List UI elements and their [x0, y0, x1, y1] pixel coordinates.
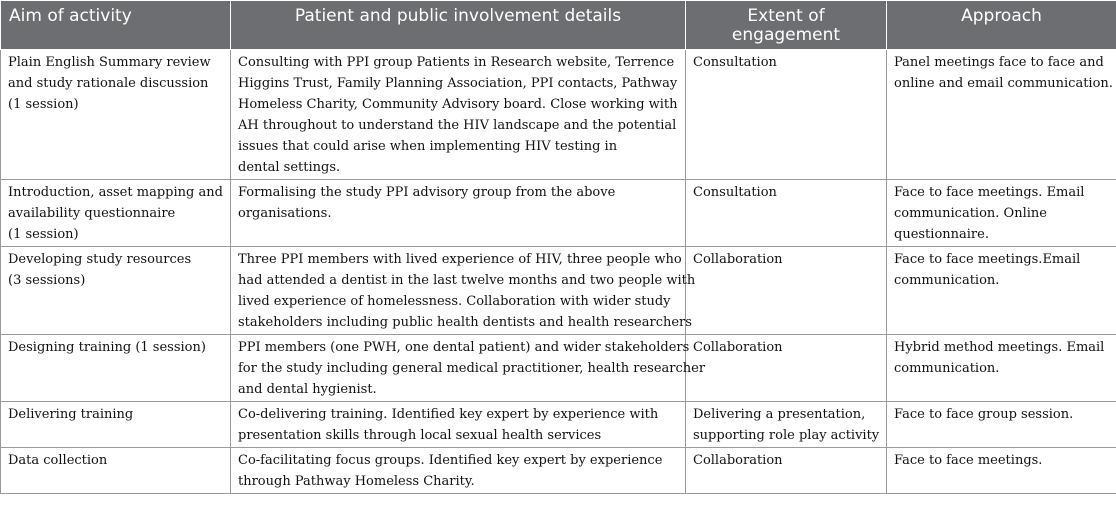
cell-details [231, 180, 686, 247]
details-text-line: issues that could arise when implementing HIV testing in [238, 139, 618, 154]
details-text-line: for the study including general medical practitioner, health researcher [238, 361, 706, 376]
aim-text-line: Introduction, asset mapping and [8, 185, 223, 200]
details-text-line: dental settings. [238, 160, 341, 175]
cell-extent [686, 180, 887, 247]
approach-text-line: Face to face meetings. [894, 453, 1043, 468]
header-approach: Approach [887, 1, 1116, 50]
table-row [1, 402, 1116, 448]
header-aim: Aim of activity [1, 1, 231, 50]
extent-text-line: Collaboration [693, 453, 783, 468]
table-row [1, 50, 1116, 180]
cell-approach [887, 247, 1116, 335]
cell-approach [887, 448, 1116, 494]
table-row [1, 335, 1116, 402]
cell-details [231, 50, 686, 180]
details-text-line: and dental hygienist. [238, 382, 377, 397]
extent-text-line: supporting role play activity [693, 428, 880, 443]
details-text-line: Co-facilitating focus groups. Identified key expert by experience [238, 453, 663, 468]
details-text-line: Higgins Trust, Family Planning Association, PPI contacts, Pathway [238, 76, 678, 91]
cell-approach [887, 180, 1116, 247]
cell-details [231, 402, 686, 448]
table-row [1, 247, 1116, 335]
table-row [1, 448, 1116, 494]
details-text-line: AH throughout to understand the HIV landscape and the potential [238, 118, 677, 133]
cell-approach [887, 335, 1116, 402]
details-text-line: had attended a dentist in the last twelve months and two people with [238, 273, 696, 288]
extent-text-line: Consultation [693, 55, 777, 70]
aim-text-line: Developing study resources [8, 252, 192, 267]
cell-extent [686, 402, 887, 448]
extent-text-line: Consultation [693, 185, 777, 200]
approach-text-line: communication. [894, 361, 1000, 376]
aim-text-line: Data collection [8, 453, 108, 468]
approach-text-line: Face to face group session. [894, 407, 1074, 422]
details-text-line: organisations. [238, 206, 332, 221]
aim-text-line: availability questionnaire [8, 206, 176, 221]
cell-aim [1, 448, 231, 494]
extent-text-line: Delivering a presentation, [693, 407, 866, 422]
details-text-line: stakeholders including public health dentists and health researchers [238, 315, 692, 330]
cell-approach [887, 402, 1116, 448]
cell-extent [686, 335, 887, 402]
aim-text-line: (3 sessions) [8, 273, 86, 288]
aim-text-line: (1 session) [8, 97, 79, 112]
extent-text-line: Collaboration [693, 340, 783, 355]
header-row [1, 1, 1116, 50]
aim-text-line: Designing training (1 session) [8, 340, 206, 355]
details-text-line: lived experience of homelessness. Collaboration with wider study [238, 294, 671, 309]
cell-details [231, 335, 706, 402]
cell-aim [1, 402, 231, 448]
details-text-line: PPI members (one PWH, one dental patient) and wider stakeholders [238, 340, 690, 355]
approach-text-line: questionnaire. [894, 227, 989, 242]
details-text-line: presentation skills through local sexual health services [238, 428, 602, 443]
cell-extent [686, 448, 887, 494]
approach-text-line: Face to face meetings.Email [894, 252, 1081, 267]
header-extent [686, 1, 887, 50]
cell-details [231, 247, 696, 335]
cell-details [231, 448, 686, 494]
header-extent-line: Extent of [747, 6, 825, 26]
details-text-line: Consulting with PPI group Patients in Research website, Terrence [238, 55, 675, 70]
approach-text-line: online and email communication. [894, 76, 1113, 91]
extent-text-line: Collaboration [693, 252, 783, 267]
header-extent-line: engagement [731, 25, 841, 45]
details-text-line: Homeless Charity, Community Advisory board. Close working with [238, 97, 678, 112]
cell-approach [887, 50, 1116, 180]
details-text-line: Co-delivering training. Identified key expert by experience with [238, 407, 659, 422]
details-text-line: Formalising the study PPI advisory group from the above [238, 185, 616, 200]
details-text-line: through Pathway Homeless Charity. [238, 474, 475, 489]
header-details: Patient and public involvement details [231, 1, 686, 50]
approach-text-line: Face to face meetings. Email [894, 185, 1085, 200]
aim-text-line: (1 session) [8, 227, 79, 242]
approach-text-line: communication. [894, 273, 1000, 288]
approach-text-line: Panel meetings face to face and [894, 55, 1104, 70]
cell-aim [1, 180, 231, 247]
cell-aim [1, 247, 231, 335]
cell-aim [1, 335, 231, 402]
aim-text-line: and study rationale discussion [8, 76, 209, 91]
cell-extent [686, 247, 887, 335]
approach-text-line: Hybrid method meetings. Email [894, 340, 1105, 355]
table-row [1, 180, 1116, 247]
cell-extent [686, 50, 887, 180]
aim-text-line: Delivering training [8, 407, 134, 422]
aim-text-line: Plain English Summary review [8, 55, 211, 70]
approach-text-line: communication. Online [894, 206, 1047, 221]
cell-aim [1, 50, 231, 180]
details-text-line: Three PPI members with lived experience of HIV, three people who [238, 252, 682, 267]
